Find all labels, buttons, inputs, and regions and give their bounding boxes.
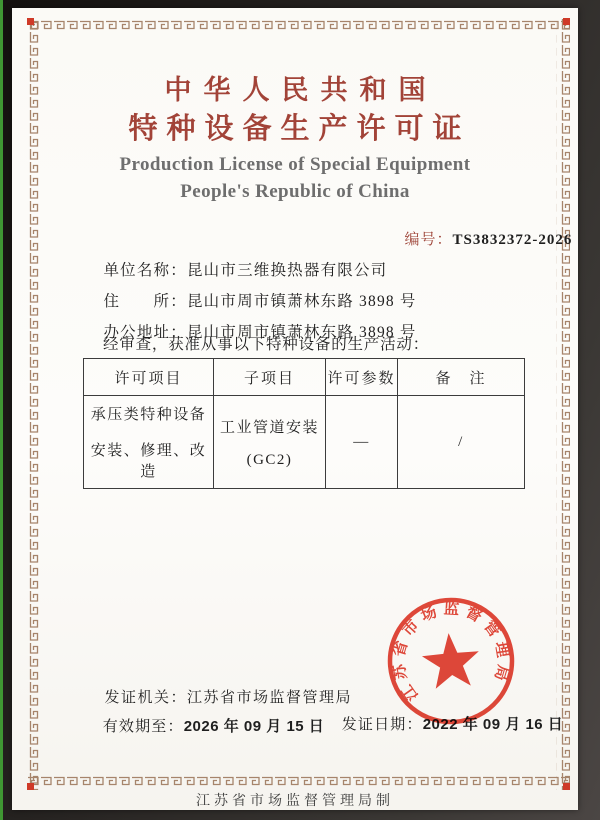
title-cn-line2: 特种设备生产许可证 — [128, 113, 471, 145]
title-cn-line1: 中华人民共和国 — [164, 75, 438, 105]
license-number-label: 编号： — [404, 232, 453, 248]
header-permit-item: 许可项目 — [84, 359, 214, 396]
title-en-line2: People's Republic of China — [180, 181, 410, 202]
border-bottom-band — [27, 776, 570, 790]
field-label: 单位名称： — [103, 262, 187, 279]
footer-issuer-imprint: 江苏省市场监督管理局制 — [196, 794, 394, 809]
issuer-label: 发证机关： — [104, 690, 188, 706]
title-block — [12, 72, 578, 205]
field-label: 住 所： — [103, 293, 187, 310]
license-number-value: TS3832372-2026 — [452, 232, 573, 248]
table-header-row — [84, 359, 525, 396]
issue-date-value: 2022 年 09 月 16 日 — [422, 716, 564, 733]
table-row — [84, 396, 525, 489]
cell-permit-item — [84, 396, 214, 489]
issue-date-label: 发证日期： — [341, 717, 423, 733]
approval-note: 经审查，获准从事以下特种设备的生产活动： — [103, 336, 430, 353]
header-sub-item: 子项目 — [214, 359, 326, 396]
border-corner-bottom-left — [27, 783, 34, 790]
field-value: 昆山市周市镇萧林东路 3898 号 — [186, 293, 417, 310]
border-corner-top-left — [27, 18, 34, 25]
sub-item-line2: (GC2) — [246, 451, 293, 468]
field-value: 昆山市周市镇萧林东路 3898 号 — [186, 324, 417, 341]
valid-until-date: 2026 年 09 月 15 日 — [183, 718, 325, 735]
valid-until-line — [73, 698, 324, 753]
border-corner-top-right — [563, 18, 570, 25]
license-table — [83, 358, 525, 489]
title-en-line1: Production License of Special Equipment — [119, 154, 471, 175]
certificate-page — [12, 8, 578, 810]
cell-sub-item — [214, 396, 326, 489]
permit-item-line1: 承压类特种设备 — [90, 407, 207, 423]
header-parameter: 许可参数 — [326, 359, 398, 396]
field-value: 昆山市三维换热器有限公司 — [186, 262, 388, 279]
permit-item-line2: 安装、修理、改造 — [90, 443, 207, 480]
border-top-band — [27, 18, 570, 32]
valid-until-label: 有效期至： — [102, 719, 184, 735]
sub-item-line1: 工业管道安装 — [219, 419, 319, 436]
cell-remark: / — [398, 396, 525, 489]
seal-text: 江苏省市场监督管理局 — [390, 600, 512, 704]
issuer-value: 江苏省市场监督管理局 — [187, 690, 353, 706]
scan-edge-artifact — [0, 0, 3, 820]
star-icon — [420, 631, 482, 690]
border-corner-bottom-right — [563, 783, 570, 790]
official-seal — [375, 585, 527, 737]
field-label: 办公地址： — [103, 324, 187, 341]
header-remark: 备 注 — [398, 359, 525, 396]
cell-parameter: — — [326, 396, 398, 489]
license-number-line — [376, 211, 572, 266]
